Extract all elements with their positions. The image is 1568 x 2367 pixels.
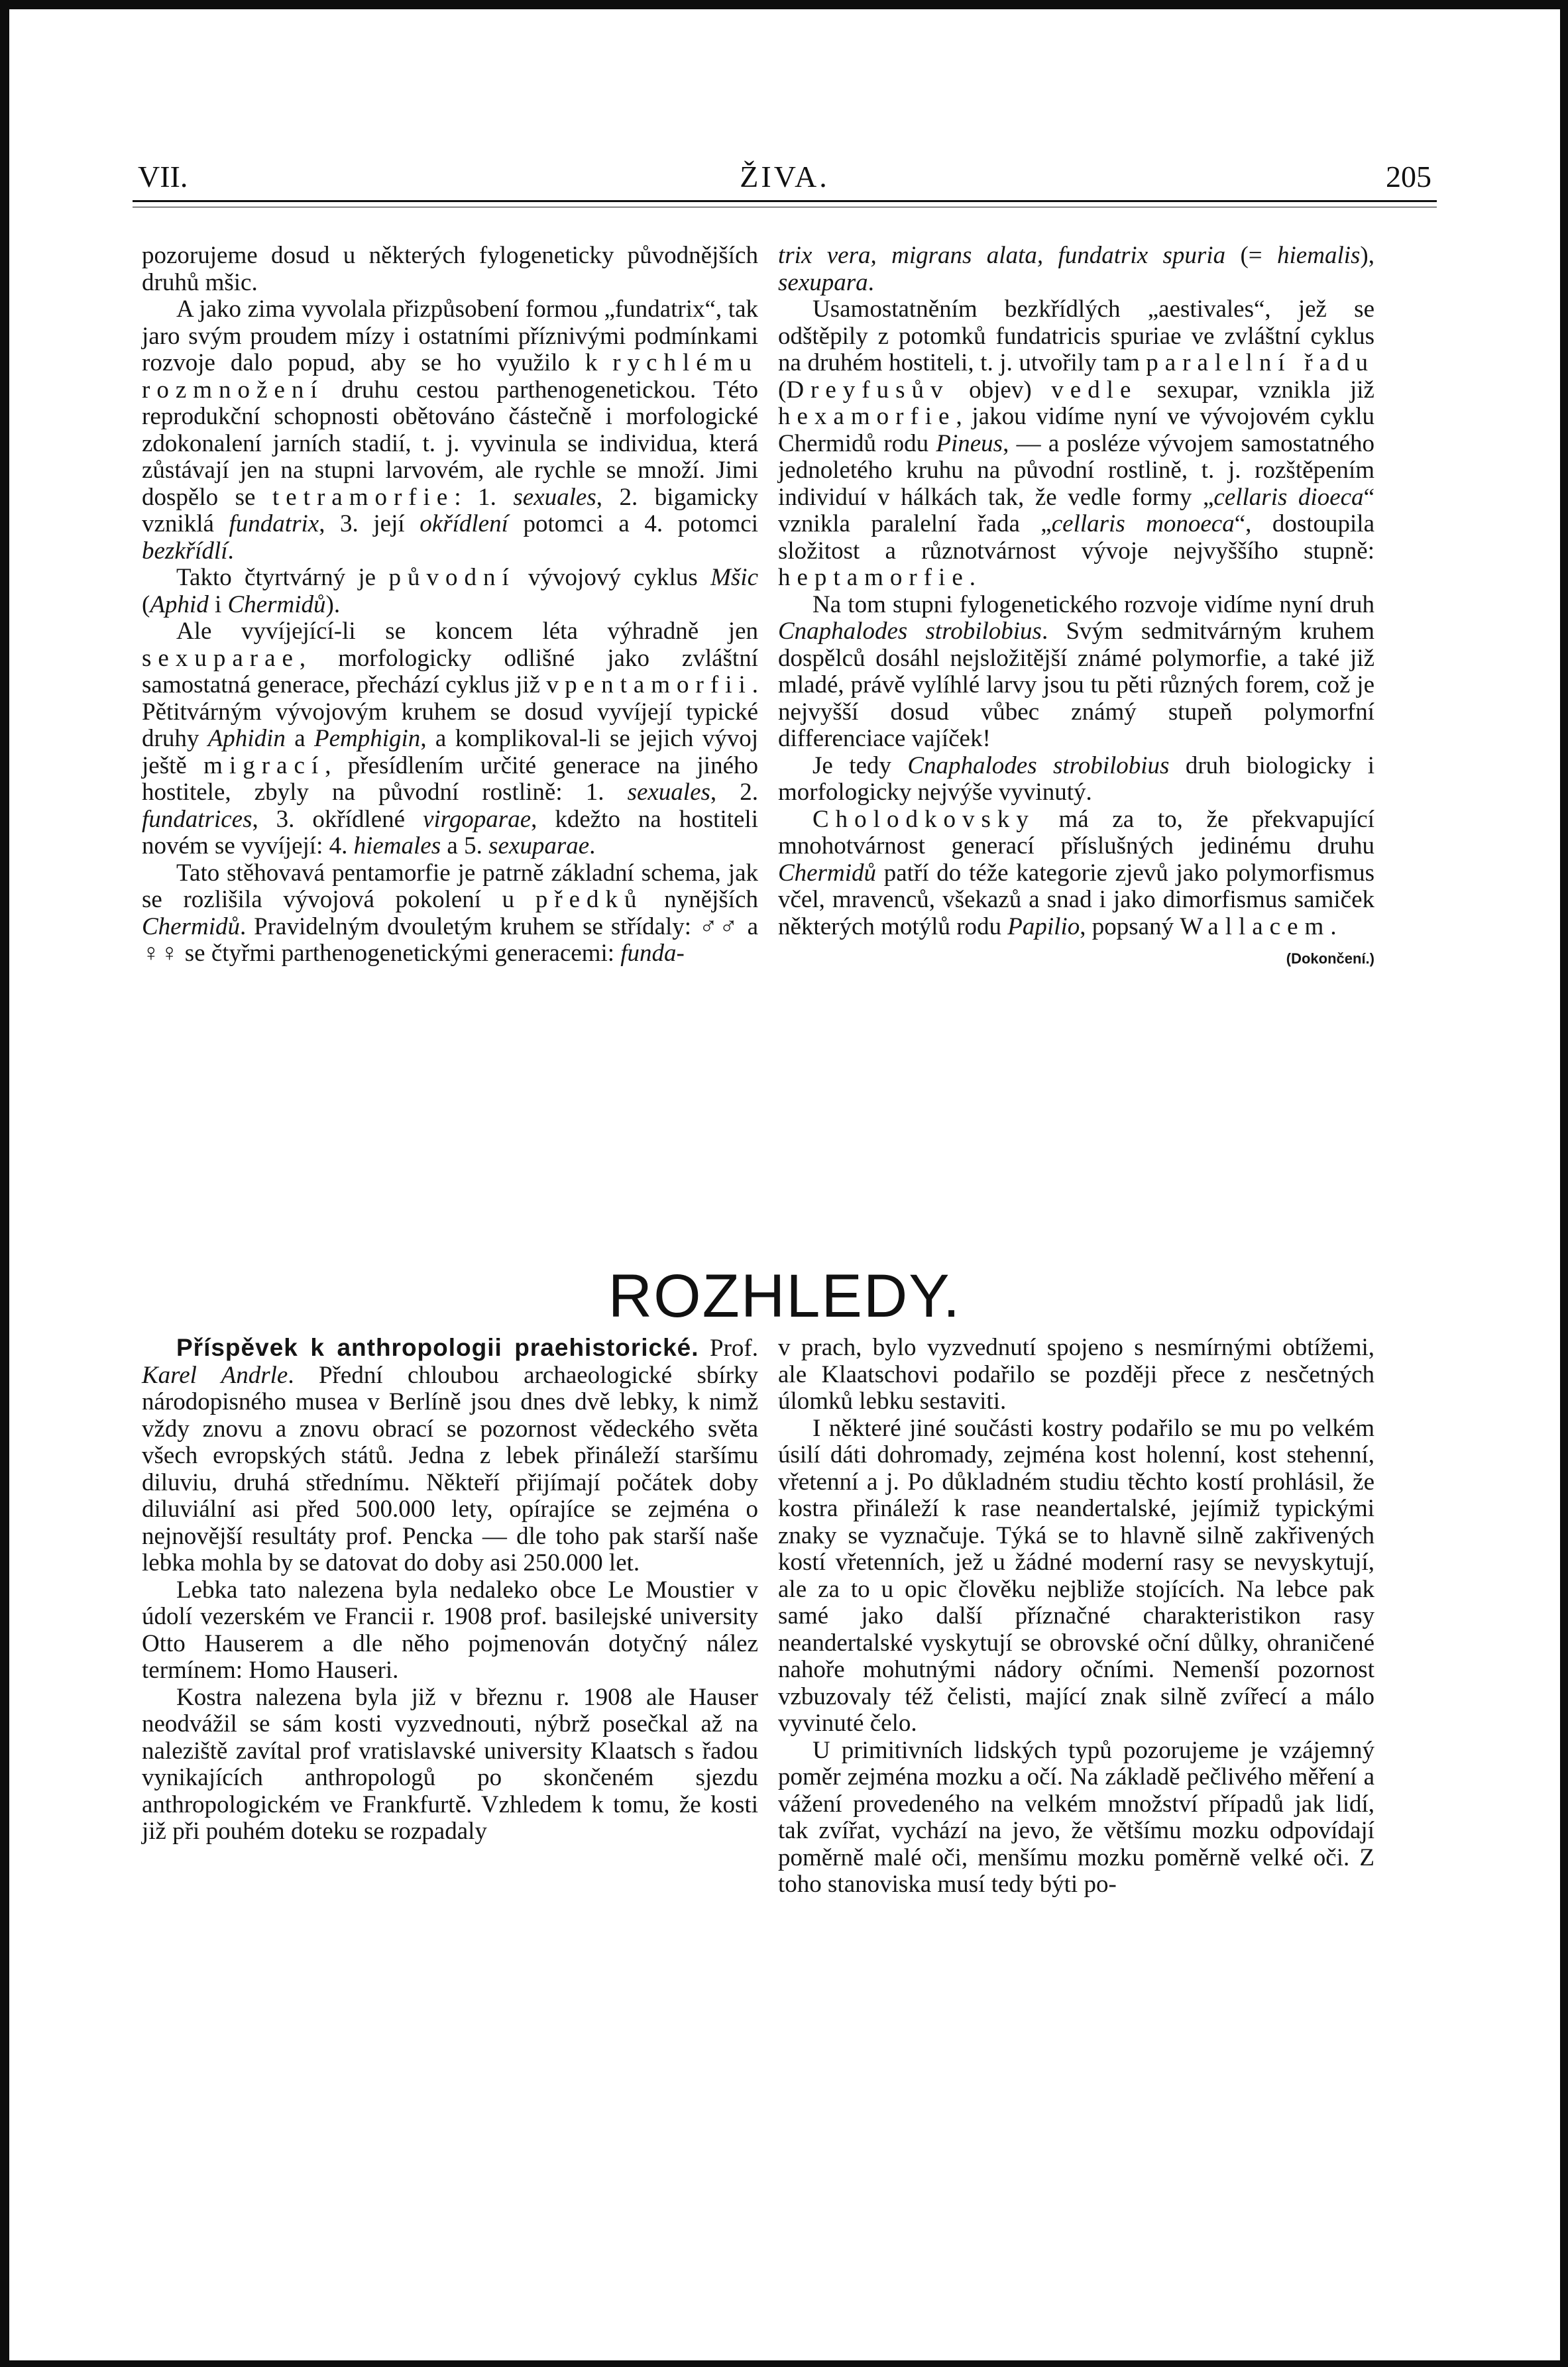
paragraph: U primitivních lidských typů pozorujeme je vzájemný poměr zejména mozku a očí. Na základě pečlivého měření a vážení provedeného na velkém množství případů jak lidí, tak zvířat, vychází na jevo, že většímu mozku odpovídají poměrně malé oči, menšímu mozku poměrně velké oči. Z toho stanoviska musí tedy býti po-: [778, 1736, 1374, 1898]
continuation-note: (Dokončení.): [1286, 950, 1374, 967]
paragraph: Cholodkovsky má za to, že překvapující mnohotvárnost generací příslušných jedinému druhu Chermidů patří do téže kategorie zjevů jako polymorfismus včel, mravenců, všekazů a snad i jako dimorfismus samiček některých motýlů rodu Papilio, popsaný Wallacem. (Dokončení.): [778, 806, 1374, 941]
paragraph: Příspěvek k anthropologii praehistorické. Prof. Karel Andrle. Přední chloubou archaeologické sbírky národopisného musea v Berlíně jsou dnes dvě lebky, k nimž vždy znovu a znovu obrací se pozornost vědeckého světa všech evropských států. Jedna z lebek přináleží staršímu diluviu, druhá střednímu. Někteří přijímají počátek doby diluviální asi před 500.000 lety, opírajíce se zejména o nejnovější resultáty prof. Pencka — dle toho pak starší naše lebka mohla by se datovat do doby asi 250.000 let.: [142, 1334, 758, 1576]
article-title: Příspěvek k anthropologii praehistorické.: [176, 1334, 699, 1361]
column-lower-left: [142, 1335, 758, 1845]
article-author: Karel Andrle: [142, 1361, 288, 1389]
paragraph: Na tom stupni fylogenetického rozvoje vidíme nyní druh Cnaphalodes strobilobius. Svým sedmitvárným kruhem dospělců dosáhl nejsložitější známé polymorfie, a také již mladé, právě vylíhlé larvy jsou tu pěti různých forem, což je nejvyšší dosud vůbec známý stupeň polymorfní differenciace vajíček!: [778, 590, 1374, 752]
paragraph: Ale vyvíjející-li se koncem léta výhradně jen sexuparae, morfologicky odlišné jako zvláštní samostatná generace, přechází cyklus již v pentamorfii. Pětitvárným vývojovým kruhem se dosud vyvíjejí typické druhy Aphidin a Pemphigin, a komplikoval-li se jejich vývoj ještě migrací, přesídlením určité generace na jiného hostitele, zbyly na původní rostlině: 1. sexuales, 2. fundatrices, 3. okřídlené virgoparae, kdežto na hostiteli novém se vyvíjejí: 4. hiemales a 5. sexuparae.: [142, 618, 759, 859]
page-number: 205: [1386, 160, 1431, 193]
journal-title: ŽIVA.: [740, 160, 830, 193]
paragraph: v prach, bylo vyzvednutí spojeno s nesmírnými obtížemi, ale Klaatschovi podařilo se později přece z nesčetných úlomků lebku sestaviti.: [778, 1334, 1374, 1415]
paragraph: A jako zima vyvolala přizpůsobení formou „fundatrix“, tak jaro svým proudem mízy i ostatními příznivými podmínkami rozvoje dalo popud, aby se ho využilo k rychlému rozmnožení druhu cestou parthenogenetickou. Této reprodukční schopnosti obětováno částečně i morfologické zdokonalení jarních stadií, t. j. vyvinula se individua, která zůstávají jen na stupni larvovém, ale rychle se množí. Jimi dospělo se tetramorfie: 1. sexuales, 2. bigamicky vzniklá fundatrix, 3. její okřídlení potomci a 4. potomci bezkřídlí.: [142, 296, 759, 565]
journal-page: [9, 9, 1560, 2360]
column-lower-right: [778, 1335, 1374, 1899]
paragraph: Kostra nalezena byla již v březnu r. 1908 ale Hauser neodvážil se sám kosti vyzvednouti, nýbrž posečkal až na naleziště zavítal prof vratislavské university Klaatsch s řadou vynikajících anthropologů po skončeném sjezdu anthropologickém ve Frankfurtě. Vzhledem k tomu, že kosti již při pouhém doteku se rozpadaly: [142, 1683, 758, 1845]
volume-number: VII.: [138, 160, 188, 193]
page-header: [133, 159, 1437, 199]
paragraph: Takto čtyrtvárný je původní vývojový cyklus Mšic (Aphid i Chermidů).: [142, 564, 758, 618]
paragraph: pozorujeme dosud u některých fylogeneticky původnějších druhů mšic.: [142, 242, 758, 296]
paragraph: I některé jiné součásti kostry podařilo se mu po velkém úsilí dáti dohromady, zejména kost holenní, kost stehenní, vřetenní a j. Po důkladném studiu těchto kostí prohlásil, že kostra přináleží k rase neandertalské, jejímiž typickými znaky se vyznačuje. Týká se to hlavně silně zakřivených kostí vřetenních, jež u žádné moderní rasy se nevyskytují, ale za to u opic člověku nejbliže stojících. Na lebce pak samé jako další příznačné charakteristikon rasy neandertalské vyskytují se obrovské oční důlky, ohraničené nahoře mohutnými nádory očními. Nemenší pozornost vzbuzovaly též čelisti, mající znak silně zvířecí a málo vyvinuté čelo.: [778, 1414, 1374, 1737]
column-upper-right: [778, 243, 1374, 973]
paragraph: trix vera, migrans alata, fundatrix spuria (= hiemalis), sexupara.: [778, 242, 1374, 296]
header-rule-thick: [133, 200, 1437, 202]
paragraph: Lebka tato nalezena byla nedaleko obce Le Moustier v údolí vezerském ve Francii r. 1908 prof. basilejské university Otto Hauserem a dle něho pojmenován dotyčný nález termínem: Homo Hauseri.: [142, 1576, 758, 1684]
paragraph: Usamostatněním bezkřídlých „aestivales“, jež se odštěpily z potomků fundatricis spuriae ve zvláštní cyklus na druhém hostiteli, t. j. utvořily tam paralelní řadu (Dreyfusův objev) vedle sexupar, vznikla již hexamorfie, jakou vidíme nyní ve vývojovém cyklu Chermidů rodu Pineus, — a posléze vývojem samostatného jednoletého kruhu na původní rostlině, t. j. rozštěpením individuí v hálkách tak, že vedle formy „cellaris dioeca“ vznikla paralelní řada „cellaris monoeca“, dostoupila složitost a různotvárnost vývoje nejvyššího stupně: heptamorfie.: [778, 296, 1374, 591]
column-upper-left: [142, 243, 758, 967]
section-title: ROZHLEDY.: [608, 1262, 962, 1330]
paragraph: Je tedy Cnaphalodes strobilobius druh biologicky i morfologicky nejvýše vyvinutý.: [778, 751, 1374, 806]
paragraph: Tato stěhovavá pentamorfie je patrně základní schema, jak se rozlišila vývojová pokolení u předků nynějších Chermidů. Pravidelným dvouletým kruhem se střídaly: ♂♂ a ♀♀ se čtyřmi parthenogenetickými generacemi: funda-: [142, 859, 758, 967]
